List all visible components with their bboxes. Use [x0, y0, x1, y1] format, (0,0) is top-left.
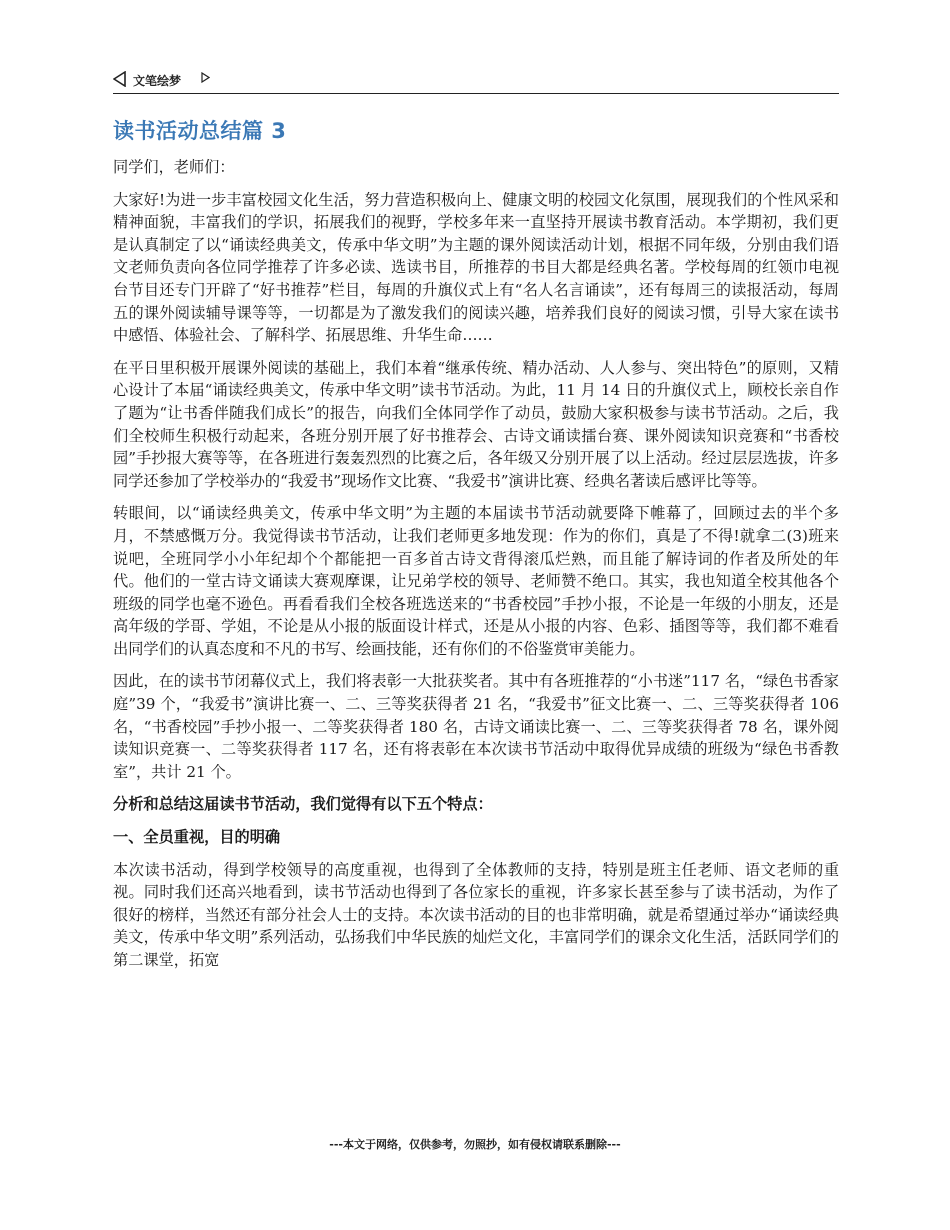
summary-heading: 分析和总结这届读书节活动，我们觉得有以下五个特点： [113, 795, 493, 814]
triangle-right-icon [201, 72, 210, 83]
paragraph-3: 转眼间，以“诵读经典美文，传承中华文明”为主题的本届读书节活动就要降下帷幕了，回顾过去的半个多月，不禁感慨万分。我觉得读书节活动，让我们老师更多地发现：作为的你们，真是了不得!就拿二(3)班来说吧，全班同学小小年纪却个个都能把一百多首古诗文背得滚瓜烂熟，而且能了解诗词的作者及所处的年代。他们的一堂古诗文诵读大赛观摩课，让兄弟学校的领导、老师赞不绝口。其实，我也知道全校其他各个班级的同学也毫不逊色。再看看我们全校各班选送来的“书香校园”手抄小报，不论是一年级的小朋友，还是高年级的学哥、学姐，不论是从小报的版面设计样式，还是从小报的内容、色彩、插图等等，我们都不难看出同学们的认真态度和不凡的书写、绘画技能，还有你们的不俗鉴赏审美能力。 [113, 504, 839, 658]
page-footer: ---本文于网络，仅供参考，勿照抄，如有侵权请联系删除--- [329, 1138, 621, 1151]
paragraph-4: 因此，在的读书节闭幕仪式上，我们将表彰一大批获奖者。其中有各班推荐的“小书迷”117 名，“绿色书香家庭”39 个，“我爱书”演讲比赛一、二、三等奖获得者 21 名，“我爱书”征文比赛一、二、三等奖获得者 106 名，“书香校园”手抄小报一、二等奖获得者 180 名，古诗文诵读比赛一、二、三等奖获得者 78 名，课外阅读知识竞赛一、二等奖获得者 117 名，还有将表彰在本次读书节活动中取得优异成绩的班级为“绿色书香教室”，共计 21 个。 [113, 672, 839, 781]
document-body [113, 156, 839, 982]
greeting: 同学们，老师们： [113, 158, 235, 176]
section-1-text: 本次读书活动，得到学校领导的高度重视，也得到了全体教师的支持，特别是班主任老师、语文老师的重视。同时我们还高兴地看到，读书节活动也得到了各位家长的重视，许多家长甚至参与了读书活动，为作了很好的榜样，当然还有部分社会人士的支持。本次读书活动的目的也非常明确，就是希望通过举办“诵读经典美文，传承中华文明”系列活动，弘扬我们中华民族的灿烂文化，丰富同学们的课余文化生活，活跃同学们的第二课堂，拓宽 [113, 860, 839, 969]
section-1-heading: 一、全员重视，目的明确 [113, 828, 281, 847]
header-brand: 文笔绘梦 [133, 74, 182, 88]
paragraph-2: 在平日里积极开展课外阅读的基础上，我们本着“继承传统、精办活动、人人参与、突出特色”的原则，又精心设计了本届“诵读经典美文，传承中华文明”读书节活动。为此，11 月 14 日的升旗仪式上，顾校长亲自作了题为“让书香伴随我们成长”的报告，向我们全体同学作了动员，鼓励大家积极参与读书节活动。之后，我们全校师生积极行动起来，各班分别开展了好书推荐会、古诗文诵读擂台赛、课外阅读知识竞赛和“书香校园”手抄报大赛等等，在各班进行轰轰烈烈的比赛之后，各年级又分别开展了以上活动。经过层层选拔，许多同学还参加了学校举办的“我爱书”现场作文比赛、“我爱书”演讲比赛、经典名著读后感评比等等。 [113, 358, 839, 490]
page-header [113, 68, 839, 94]
paragraph-1: 大家好!为进一步丰富校园文化生活，努力营造积极向上、健康文明的校园文化氛围，展现我们的个性风采和精神面貌，丰富我们的学识，拓展我们的视野，学校多年来一直坚持开展读书教育活动。本学期初，我们更是认真制定了以“诵读经典美文，传承中华文明”为主题的课外阅读活动计划，根据不同年级，分别由我们语文老师负责向各位同学推荐了许多必读、选读书目，所推荐的书目大都是经典名著。学校每周的红领巾电视台节目还专门开辟了“好书推荐”栏目，每周的升旗仪式上有“名人名言诵读”，还有每周三的读报活动，每周五的课外阅读辅导课等等，一切都是为了激发我们的阅读兴趣，培养我们良好的阅读习惯，引导大家在读书中感悟、体验社会、了解科学、拓展思维、升华生命…… [113, 190, 839, 345]
document-title: 读书活动总结篇 3 [113, 119, 287, 143]
